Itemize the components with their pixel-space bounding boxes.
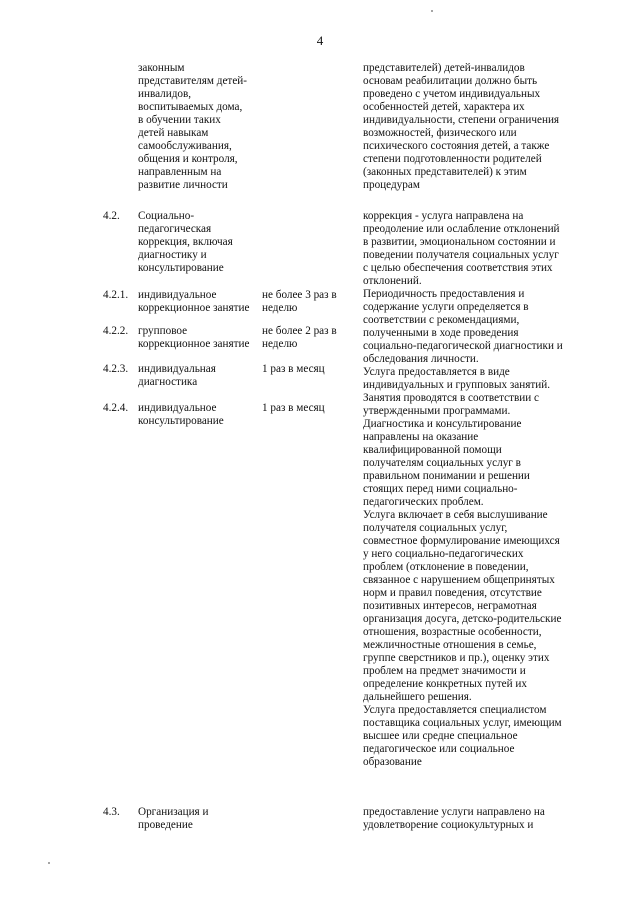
frequency-text: неделю	[262, 302, 298, 314]
text-line: отношения, возрастные особенности,	[363, 626, 542, 638]
text-line: межличностные отношения в семье,	[363, 639, 537, 651]
text-line: проблем (отклонение в поведении,	[363, 561, 529, 573]
text-line: Услуга предоставляется специалистом	[363, 704, 547, 716]
text-line: индивидуальное	[138, 289, 217, 301]
text-line: позитивных интересов, неграмотная	[363, 600, 537, 612]
text-line: с целью обеспечения соответствия этих	[363, 262, 553, 274]
text-line: Занятия проводятся в соответствии с	[363, 392, 540, 404]
text-line: (законных представителей) к этим	[363, 166, 527, 178]
text-line: Услуга предоставляется в виде	[363, 366, 510, 378]
frequency-text: 1 раз в месяц	[262, 363, 325, 375]
text-line: коррекционное занятие	[138, 338, 250, 350]
text-line: Периодичность предоставления и	[363, 288, 525, 300]
text-line: стоящих перед ними социально-	[363, 483, 518, 495]
text-line: определение конкретных путей их	[363, 678, 527, 690]
text-line: в развитии, эмоциональном состоянии и	[363, 236, 556, 248]
text-line: степени подготовленности родителей	[363, 153, 542, 165]
text-line: представителям детей-	[138, 75, 248, 87]
text-line: инвалидов,	[138, 88, 192, 100]
frequency-text: не более 3 раз в	[262, 289, 337, 301]
text-line: дальнейшего решения.	[363, 691, 472, 703]
text-line: педагогическое или социальное	[363, 743, 515, 755]
text-line: индивидуальное	[138, 402, 217, 414]
text-line: развитие личности	[138, 179, 228, 191]
text-line: коррекционное занятие	[138, 302, 250, 314]
frequency-text: неделю	[262, 338, 298, 350]
text-line: направлены на оказание	[363, 431, 479, 443]
text-line: педагогических проблем.	[363, 496, 484, 508]
text-line: социально-педагогической диагностики и	[363, 340, 563, 352]
text-line: индивидуальных и групповых занятий.	[363, 379, 551, 391]
text-line: в обучении таких	[138, 114, 221, 126]
text-line: совместное формулирование имеющихся	[363, 535, 560, 547]
text-line: у него социально-педагогических	[363, 548, 524, 560]
row-number: 4.2.1.	[103, 289, 129, 301]
text-line: детей навыкам	[138, 127, 209, 139]
text-line: Социально-	[138, 210, 195, 222]
text-line: связанное с нарушением общепринятых	[363, 574, 555, 586]
frequency-text: не более 2 раз в	[262, 325, 337, 337]
text-line: получателя социальных услуг,	[363, 522, 508, 534]
text-line: проведено с учетом индивидуальных	[363, 88, 541, 100]
text-line: возможностей, физического или	[363, 127, 517, 139]
text-line: коррекция, включая	[138, 236, 233, 248]
row-number: 4.2.4.	[103, 402, 129, 414]
text-line: предоставление услуги направлено на	[363, 806, 545, 818]
text-line: правильном понимании и решении	[363, 470, 530, 482]
text-line: квалифицированной помощи	[363, 444, 502, 456]
text-line: проведение	[138, 819, 193, 831]
row-number: 4.2.	[103, 210, 120, 222]
text-line: процедурам	[363, 179, 420, 191]
text-line: представителей) детей-инвалидов	[363, 62, 525, 74]
row-number: 4.3.	[103, 806, 120, 818]
text-line: Диагностика и консультирование	[363, 418, 522, 430]
text-line: норм и правил поведения, отсутствие	[363, 587, 542, 599]
text-line: индивидуальности, степени ограничения	[363, 114, 560, 126]
text-line: отклонений.	[363, 275, 422, 287]
scan-speck	[48, 862, 50, 864]
text-line: группе сверстников и пр.), оценку этих	[363, 652, 550, 664]
frequency-text: 1 раз в месяц	[262, 402, 325, 414]
text-line: индивидуальная	[138, 363, 216, 375]
text-line: групповое	[138, 325, 188, 337]
page-number: 4	[316, 33, 324, 48]
text-line: обследования личности.	[363, 353, 479, 365]
text-line: удовлетворение социокультурных и	[363, 819, 534, 831]
text-line: воспитываемых дома,	[138, 101, 243, 113]
text-line: полученными в ходе проведения	[363, 327, 519, 339]
text-line: законным	[138, 62, 185, 74]
text-line: консультирование	[138, 415, 224, 427]
text-line: Организация и	[138, 806, 209, 818]
text-line: проблем на предмет значимости и	[363, 665, 526, 677]
text-line: педагогическая	[138, 223, 212, 235]
text-line: основам реабилитации должно быть	[363, 75, 538, 87]
text-line: коррекция - услуга направлена на	[363, 210, 524, 222]
text-line: образование	[363, 756, 422, 768]
text-line: Услуга включает в себя выслушивание	[363, 509, 548, 521]
text-line: поведении получателя социальных услуг	[363, 249, 559, 261]
text-line: диагностика	[138, 376, 198, 388]
text-line: преодоление или ослабление отклонений	[363, 223, 560, 235]
text-line: поставщика социальных услуг, имеющим	[363, 717, 562, 729]
text-line: направленным на	[138, 166, 222, 178]
row-number: 4.2.2.	[103, 325, 129, 337]
text-line: соответствии с рекомендациями,	[363, 314, 520, 326]
text-line: консультирование	[138, 262, 224, 274]
scan-speck	[431, 10, 433, 12]
text-line: высшее или средне специальное	[363, 730, 518, 742]
text-line: утвержденными программами.	[363, 405, 511, 417]
text-line: получателям социальных услуг в	[363, 457, 521, 469]
text-line: содержание услуги определяется в	[363, 301, 529, 313]
text-line: особенностей детей, характера их	[363, 101, 525, 113]
text-line: диагностику и	[138, 249, 207, 261]
text-line: общения и контроля,	[138, 153, 238, 165]
row-number: 4.2.3.	[103, 363, 129, 375]
text-line: психического состояния детей, а также	[363, 140, 550, 152]
text-line: организация досуга, детско-родительские	[363, 613, 562, 625]
text-line: самообслуживания,	[138, 140, 232, 152]
